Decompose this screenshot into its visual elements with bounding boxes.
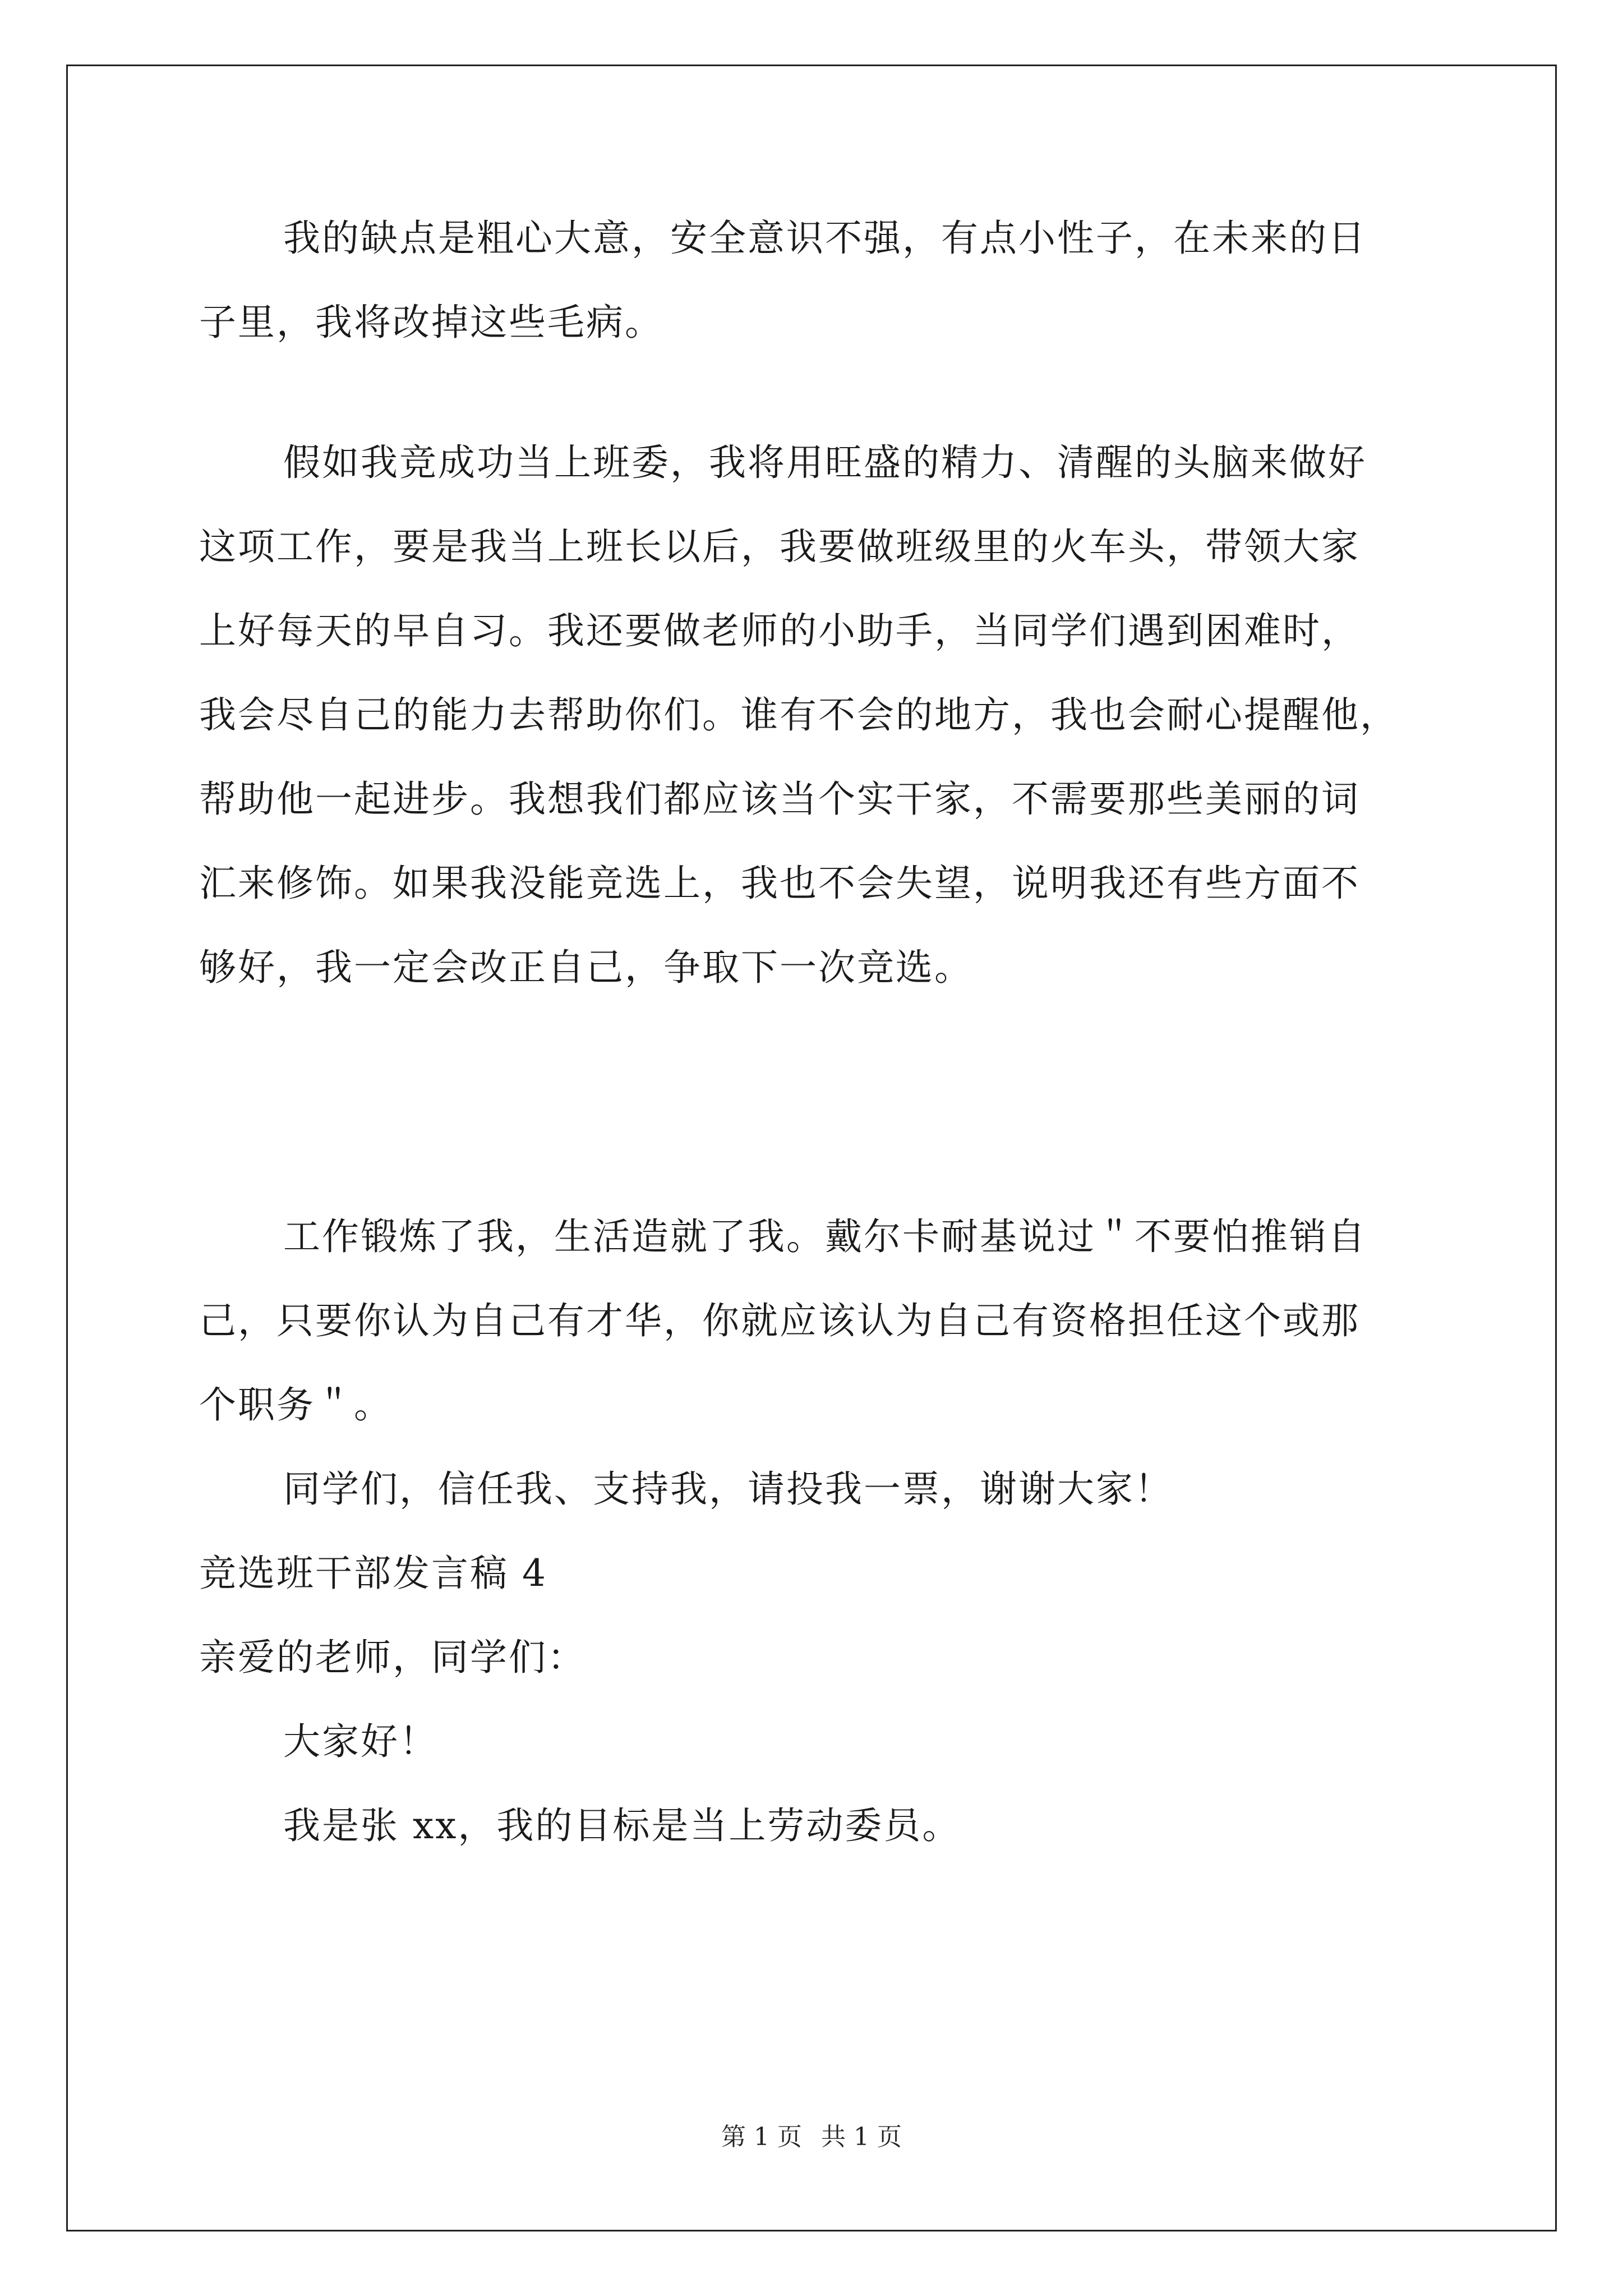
- paragraph-1-line-2: 子里，我将改掉这些毛病。: [199, 301, 663, 344]
- intro-line: 我是张 xx，我的目标是当上劳动委员。: [283, 1804, 961, 1847]
- paragraph-3-line-3: 个职务＂。: [199, 1383, 393, 1427]
- paragraph-2-line-4: 我会尽自己的能力去帮助你们。谁有不会的地方，我也会耐心提醒他，: [199, 693, 1399, 737]
- paragraph-2-line-5: 帮助他一起进步。我想我们都应该当个实干家，不需要那些美丽的词: [199, 777, 1360, 821]
- paragraph-3-line-2: 己，只要你认为自己有才华，你就应该认为自己有资格担任这个或那: [199, 1299, 1360, 1342]
- paragraph-2-line-7: 够好，我一定会改正自己，争取下一次竞选。: [199, 946, 973, 989]
- page-border: [66, 65, 1557, 2231]
- paragraph-2-line-2: 这项工作，要是我当上班长以后，我要做班级里的火车头，带领大家: [199, 525, 1360, 568]
- salutation: 亲爱的老师，同学们：: [199, 1636, 586, 1679]
- page-total: 共 1 页: [821, 2123, 902, 2151]
- page-footer: [0, 2120, 1623, 2154]
- page-number: 第 1 页: [721, 2123, 802, 2151]
- paragraph-2-line-6: 汇来修饰。如果我没能竞选上，我也不会失望，说明我还有些方面不: [199, 862, 1360, 905]
- paragraph-1-line-1: 我的缺点是粗心大意，安全意识不强，有点小性子，在未来的日: [283, 217, 1367, 260]
- section-title: 竞选班干部发言稿 4: [199, 1552, 547, 1595]
- paragraph-4-line-1: 同学们，信任我、支持我，请投我一票，谢谢大家！: [283, 1467, 1173, 1511]
- paragraph-2-line-1: 假如我竞成功当上班委，我将用旺盛的精力、清醒的头脑来做好: [283, 441, 1367, 484]
- paragraph-3-line-1: 工作锻炼了我，生活造就了我。戴尔卡耐基说过＂不要怕推销自: [283, 1215, 1367, 1258]
- greeting: 大家好！: [283, 1720, 438, 1763]
- paragraph-2-line-3: 上好每天的早自习。我还要做老师的小助手，当同学们遇到困难时，: [199, 609, 1360, 652]
